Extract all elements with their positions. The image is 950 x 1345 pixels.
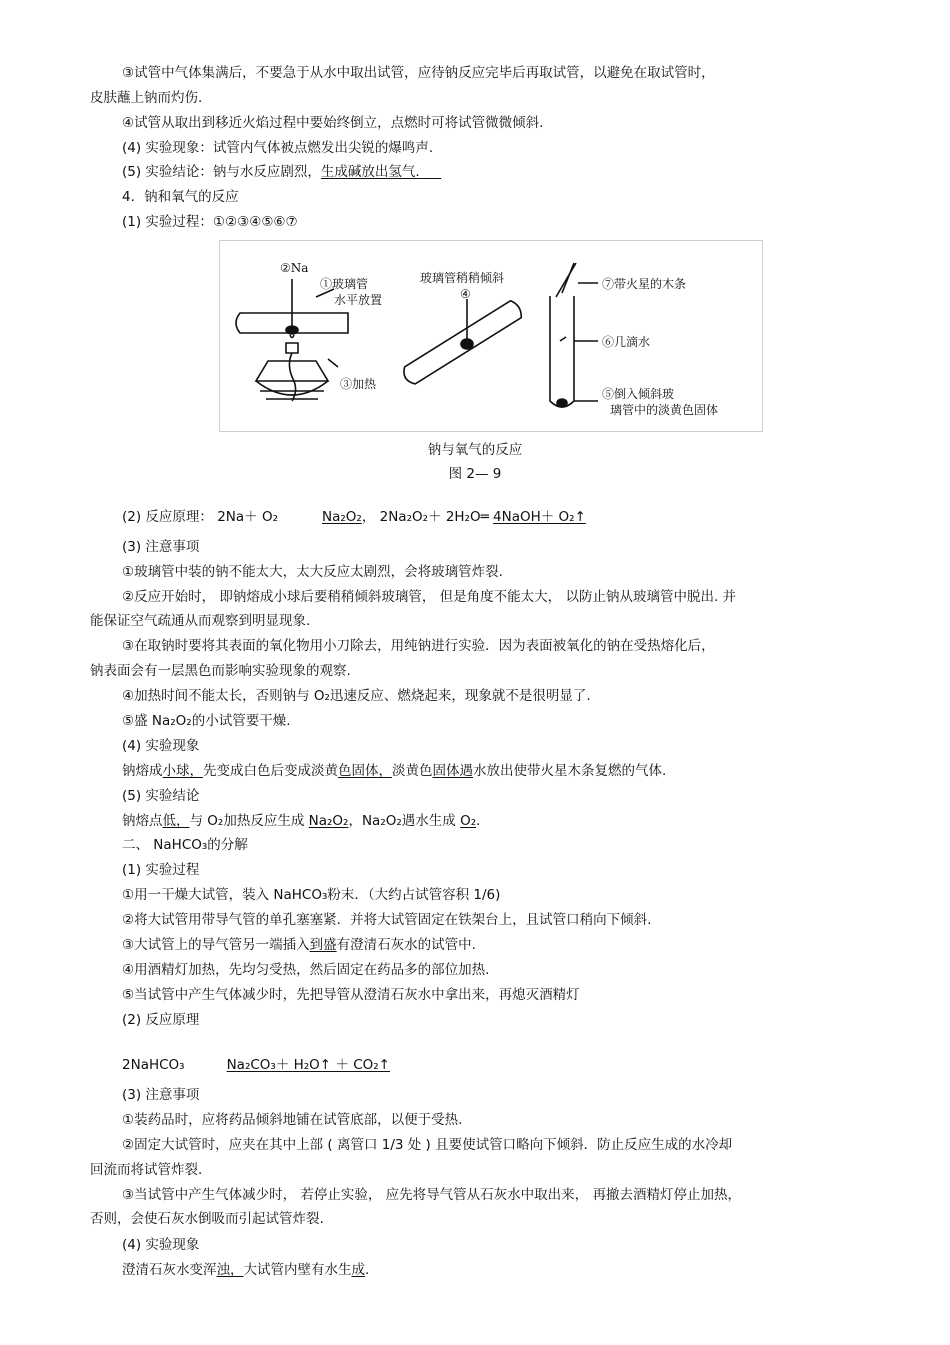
conclusion-blank: [420, 164, 441, 180]
text-line-15: ④加热时间不能太长，否则钠与 O₂迅速反应、燃烧起来，现象就不是很明显了.: [122, 688, 591, 704]
step3-part-2: 到盛: [309, 937, 337, 953]
text-line-32: ②固定大试管时，应夹在其中上部 ( 离管口 1/3 处 ) 且要使试管口略向下倾斜．防止反应生成的水冷却: [122, 1137, 733, 1153]
text-line-9: (3) 注意事项: [122, 539, 200, 555]
text-line-18: [122, 762, 666, 780]
text-line-30: (3) 注意事项: [122, 1087, 200, 1103]
text-line-36: (4) 实验现象: [122, 1237, 200, 1253]
text-line-35: 否则，会使石灰水倒吸而引起试管炸裂.: [90, 1211, 324, 1227]
reaction-lhs: (2) 反应原理： 2Na＋ O₂: [122, 509, 278, 525]
text-line-5: [122, 163, 441, 181]
final-part-3: 大试管内壁有水生: [243, 1262, 352, 1278]
heat-pointer: [328, 359, 338, 367]
figure-label-na: ②Na: [280, 261, 309, 275]
figure-label-tilt: 玻璃管稍稍倾斜: [420, 271, 505, 285]
concl-part-2: 低，: [162, 813, 190, 829]
conclusion-underlined: 生成碱放出氢气.: [320, 164, 420, 180]
text-line-20: [122, 812, 480, 830]
text-line-7: (1) 实验过程：①②③④⑤⑥⑦: [122, 214, 298, 230]
text-line-28: (2) 反应原理: [122, 1012, 200, 1028]
nahco3-products: Na₂CO₃＋ H₂O↑ ＋ CO₂↑: [226, 1057, 390, 1073]
text-line-13: ③在取钠时要将其表面的氧化物用小刀除去，用纯钠进行实验．因为表面被氧化的钠在受热熔化后，: [122, 638, 715, 654]
text-line-17: (4) 实验现象: [122, 738, 200, 754]
obs-part-4: 色固体，: [338, 763, 392, 779]
step3-part-3: 有澄清石灰水的试管中.: [336, 937, 476, 953]
obs-part-1: 钠熔成: [122, 763, 163, 779]
text-line-14: 钠表面会有一层黑色而影响实验现象的观察.: [90, 663, 351, 679]
reaction-product-2: 4NaOH＋ O₂↑: [493, 509, 586, 525]
text-line-3: ④试管从取出到移近火焰过程中要始终倒立，点燃时可将试管微微倾斜.: [122, 115, 544, 131]
concl-part-7: .: [476, 813, 481, 829]
text-line-29: [122, 1056, 390, 1074]
final-part-2: 浊，: [216, 1262, 244, 1278]
text-line-22: (1) 实验过程: [122, 862, 200, 878]
conclusion-label: (5) 实验结论：钠与水反应剧烈，: [122, 164, 321, 180]
obs-part-3: 先变成白色后变成淡黄: [203, 763, 338, 779]
figure-label-solid-1: ⑤倒入倾斜玻: [602, 387, 675, 401]
figure-label-tube-1: ①玻璃管: [320, 277, 369, 291]
section-heading-2: 二、 NaHCO₃的分解: [122, 837, 248, 853]
vertical-tube-shape: [550, 296, 574, 407]
figure-label-stick: ⑦带火星的木条: [602, 277, 687, 291]
text-line-24: ②将大试管用带导气管的单孔塞塞紧．并将大试管固定在铁架台上，且试管口稍向下倾斜.: [122, 912, 652, 928]
water-drop-shape: [560, 337, 566, 341]
reaction-product-1: Na₂O₂: [322, 509, 362, 525]
obs-part-6: 固体遇: [432, 763, 473, 779]
splint-edge-shape: [562, 263, 574, 293]
text-line-8: [122, 508, 586, 526]
tilted-na-shape: [461, 339, 473, 349]
reaction-second-lhs: ， 2Na₂O₂＋ 2H₂O═: [361, 509, 494, 525]
splint-shape: [556, 263, 576, 297]
text-line-31: ①装药品时，应将药品倾斜地铺在试管底部，以便于受热.: [122, 1112, 463, 1128]
lamp-base-shape: [256, 381, 328, 395]
figure-label-heat: ③加热: [340, 377, 377, 391]
concl-part-1: 钠熔点: [122, 813, 163, 829]
concl-part-6: O₂: [460, 813, 477, 829]
text-line-23: ①用一干燥大试管，装入 NaHCO₃粉末．（大约占试管容积 1/6): [122, 887, 501, 903]
text-line-16: ⑤盛 Na₂O₂的小试管要干燥.: [122, 713, 291, 729]
text-line-34: ③当试管中产生气体减少时， 若停止实验， 应先将导气管从石灰水中取出来， 再撤去酒精灯停止加热，: [122, 1187, 741, 1203]
obs-part-2: 小球，: [162, 763, 203, 779]
text-line-19: (5) 实验结论: [122, 788, 200, 804]
yellow-solid-shape: [557, 399, 567, 407]
section-heading-4: 4．钠和氧气的反应: [122, 189, 239, 205]
step3-part-1: ③大试管上的导气管另一端插入: [122, 937, 310, 953]
final-part-1: 澄清石灰水变浑: [122, 1262, 217, 1278]
obs-part-5: 淡黄色: [392, 763, 433, 779]
figure-label-four: ④: [460, 287, 471, 301]
figure-label-water: ⑥几滴水: [602, 335, 651, 349]
text-line-2: 皮肤蘸上钠而灼伤.: [90, 90, 203, 106]
text-line-12: 能保证空气疏通从而观察到明显现象.: [90, 613, 311, 629]
final-part-5: .: [365, 1262, 370, 1278]
obs-part-7: 水放出使带火星木条复燃的气体.: [473, 763, 667, 779]
text-line-37: [122, 1261, 369, 1279]
experiment-figure: [219, 240, 763, 432]
concl-part-3: 与 O₂加热反应生成: [189, 813, 309, 829]
text-line-33: 回流而将试管炸裂.: [90, 1162, 203, 1178]
concl-part-4: Na₂O₂: [308, 813, 349, 829]
text-line-26: ④用酒精灯加热，先均匀受热，然后固定在药品多的部位加热.: [122, 962, 490, 978]
figure-label-tube-2: 水平放置: [334, 293, 383, 307]
figure-caption: 钠与氧气的反应: [427, 442, 523, 458]
concl-part-5: ，Na₂O₂遇水生成: [348, 813, 461, 829]
nahco3-lhs: 2NaHCO₃: [122, 1057, 185, 1073]
burner-neck-shape: [286, 343, 298, 353]
final-part-4: 成: [351, 1262, 365, 1278]
flame-shape: [290, 335, 294, 338]
text-line-27: ⑤当试管中产生气体减少时，先把导管从澄清石灰水中拿出来，再熄灭酒精灯: [122, 987, 580, 1003]
text-line-10: ①玻璃管中装的钠不能太大，太大反应太剧烈，会将玻璃管炸裂.: [122, 564, 503, 580]
text-line-1: ③试管中气体集满后，不要急于从水中取出试管，应待钠反应完毕后再取试管，以避免在取试管时，: [122, 65, 715, 81]
text-line-4: (4) 实验现象：试管内气体被点燃发出尖锐的爆鸣声.: [122, 140, 434, 156]
text-line-25: [122, 936, 476, 954]
figure-number: 图 2— 9: [448, 466, 502, 482]
text-line-11: ②反应开始时， 即钠熔成小球后要稍稍倾斜玻璃管， 但是角度不能太大， 以防止钠从玻璃管中脱出. 并: [122, 589, 737, 605]
na-piece-shape: [286, 326, 298, 334]
figure-label-solid-2: 璃管中的淡黄色固体: [610, 403, 719, 417]
